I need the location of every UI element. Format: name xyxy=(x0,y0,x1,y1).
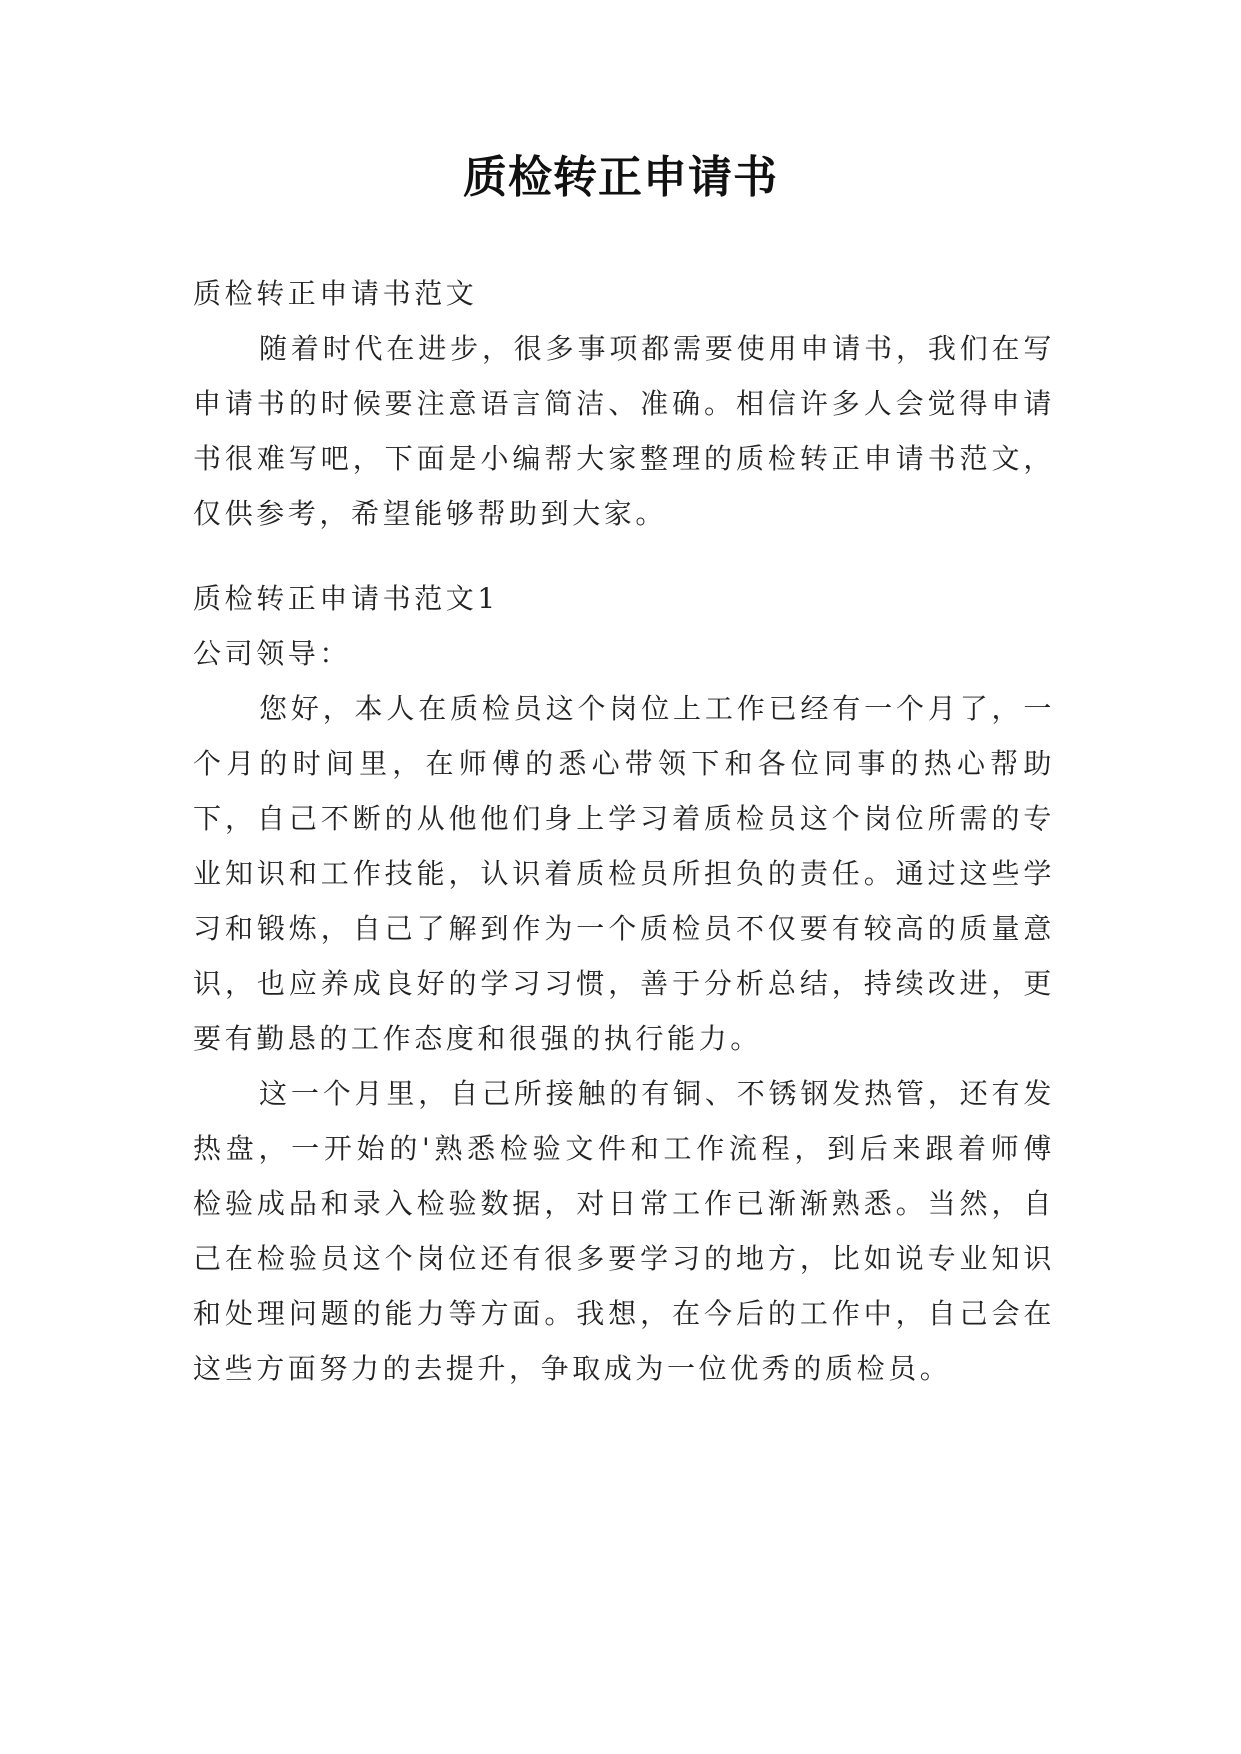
document-title: 质检转正申请书 xyxy=(463,152,778,203)
intro-heading: 质检转正申请书范文 xyxy=(193,277,478,310)
body-paragraph-1: 您好，本人在质检员这个岗位上工作已经有一个月了，一个月的时间里，在师傅的悉心带领下和各位同事的热心帮助下，自己不断的从他他们身上学习着质检员这个岗位所需的专业知识和工作技能，认识着质检员所担负的责任。通过这些学习和锻炼，自己了解到作为一个质检员不仅要有较高的质量意识，也应养成良好的学习习惯，善于分析总结，持续改进，更要有勤恳的工作态度和很强的执行能力。 xyxy=(193,692,1055,1055)
intro-paragraph: 随着时代在进步，很多事项都需要使用申请书，我们在写申请书的时候要注意语言简洁、准确。相信许多人会觉得申请书很难写吧，下面是小编帮大家整理的质检转正申请书范文，仅供参考，希望能够帮助到大家。 xyxy=(193,332,1055,530)
salutation: 公司领导： xyxy=(193,637,352,670)
section-heading: 质检转正申请书范文1 xyxy=(193,582,499,615)
body-paragraph-2: 这一个月里，自己所接触的有铜、不锈钢发热管，还有发热盘，一开始的'熟悉检验文件和工作流程，到后来跟着师傅检验成品和录入检验数据，对日常工作已渐渐熟悉。当然，自己在检验员这个岗位还有很多要学习的地方，比如说专业知识和处理问题的能力等方面。我想，在今后的工作中，自己会在这些方面努力的去提升，争取成为一位优秀的质检员。 xyxy=(193,1077,1055,1385)
